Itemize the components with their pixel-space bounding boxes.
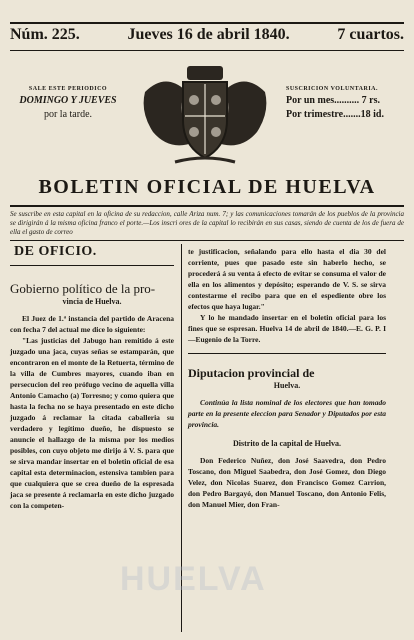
publication-schedule [14, 86, 122, 120]
subscription-quarter: Por trimestre.......18 id. [286, 109, 384, 120]
issue-date: Jueves 16 de abril 1840. [127, 26, 290, 43]
article-paragraph-quote: "Las justicias del Jabugo han remitido á este juzgado una jaca, cuyas señas se estamparán, que encontraron en el monte de la Retuerta, término de la villa de Cumbres mayores, cuando iban en persecucion del reo prófugo vecino de aquella villa Antonio Camacho (a) Torresno; y como quiera que hasta la fecha no se haya presentado en este dicho juzgado á reclamar la citada caballeria su verdadero y legítimo dueño, he dispuesto se anuncie el hallazgo de la misma por los medios posibles, con cuyo objeto me dirijo á V. S. para que se sirva mandar insertar en el boletin oficial de esa capital esta determinacion, estensiva tambien para que cualquiera que se crea dueño de la espresada jaca se presente á reclamarla en este dicho juzgado con la competen- [10, 336, 174, 510]
top-rule [10, 22, 404, 24]
subscription-notice: Se suscribe en esta capital en la oficina de su redaccion, calle Ariza num. 7; y las comunicaciones tomarán de los pueblos de la provincia se dirigirán á la misma oficina franco el porte.—Los inscri ores de la capital lo recibirán en sus casas, siendo de cuenta de los de fuera de ella el gasto de correo [10, 210, 404, 236]
section-heading-oficio: DE OFICIO. [14, 244, 97, 259]
article-paragraph-signature: Y lo he mandado insertar en el boletin oficial para los fines que se espresan. Huelva 14 de abril de 1840.—E. G. P. I—Eugenio de la Torre. [188, 313, 386, 344]
diputacion-rule [188, 353, 386, 354]
schedule-time: por la tarde. [43, 109, 93, 120]
diputacion-heading: Diputacion provincial de [188, 366, 315, 380]
coat-of-arms-seal-icon [135, 62, 275, 170]
schedule-days: DOMINGO Y JUEVES [19, 95, 117, 106]
subscription-month: Por un mes.......... 7 rs. [286, 95, 380, 106]
subscription-info [286, 86, 404, 120]
electors-list-intro: Continúa la lista nominal de los electores que han tomado parte en la presente eleccion para Senador y Diputados por esta provincia. [188, 398, 386, 429]
gobierno-heading: Gobierno político de la pro- [10, 281, 156, 296]
masthead-top-line [10, 26, 404, 48]
oficio-rule [10, 265, 174, 266]
gobierno-subheading: vincia de Huelva. [62, 297, 122, 306]
article-paragraph-intro: El Juez de 1.ª instancia del partido de Aracena con fecha 7 del actual me dice lo siguiente: [10, 314, 174, 334]
diputacion-subheading: Huelva. [273, 381, 301, 390]
title-rule [10, 205, 404, 207]
masthead-rule [10, 50, 404, 51]
issue-number: Núm. 225. [10, 26, 80, 43]
issue-price: 7 cuartos. [337, 26, 404, 43]
left-column [10, 246, 174, 511]
archive-watermark: HUELVA [120, 560, 267, 598]
newspaper-title: BOLETIN OFICIAL DE HUELVA [38, 176, 376, 198]
schedule-caption: SALE ESTE PERIODICO [28, 86, 108, 92]
electors-names: Don Federico Nuñez, don José Saavedra, don Pedro Toscano, don Miguel Saabedra, don José Gomez, don Diego Velez, don Nicolas Suarez, don Francisco Gomez Carrion, don Pedro Bargayó, don Manuel Toscano, don Antonio Felis, don Manuel Mier, don Fran- [188, 456, 386, 509]
article-paragraph-continued: te justificacion, señalando para ello hasta el dia 30 del corriente, pues que pasado este sin haberlo hecho, se procederá á su venta á efecto de evitar se consuma el valor de ella en los alimentos y depósito; esperando de V. S. se sirva contestarme el recibo para que en el espediente obre los efectos que haya lugar." [188, 247, 386, 311]
district-heading: Distrito de la capital de Huelva. [233, 439, 341, 448]
notice-rule [10, 240, 404, 241]
right-column [188, 246, 386, 510]
subscription-caption: SUSCRICION VOLUNTARIA. [286, 86, 379, 92]
